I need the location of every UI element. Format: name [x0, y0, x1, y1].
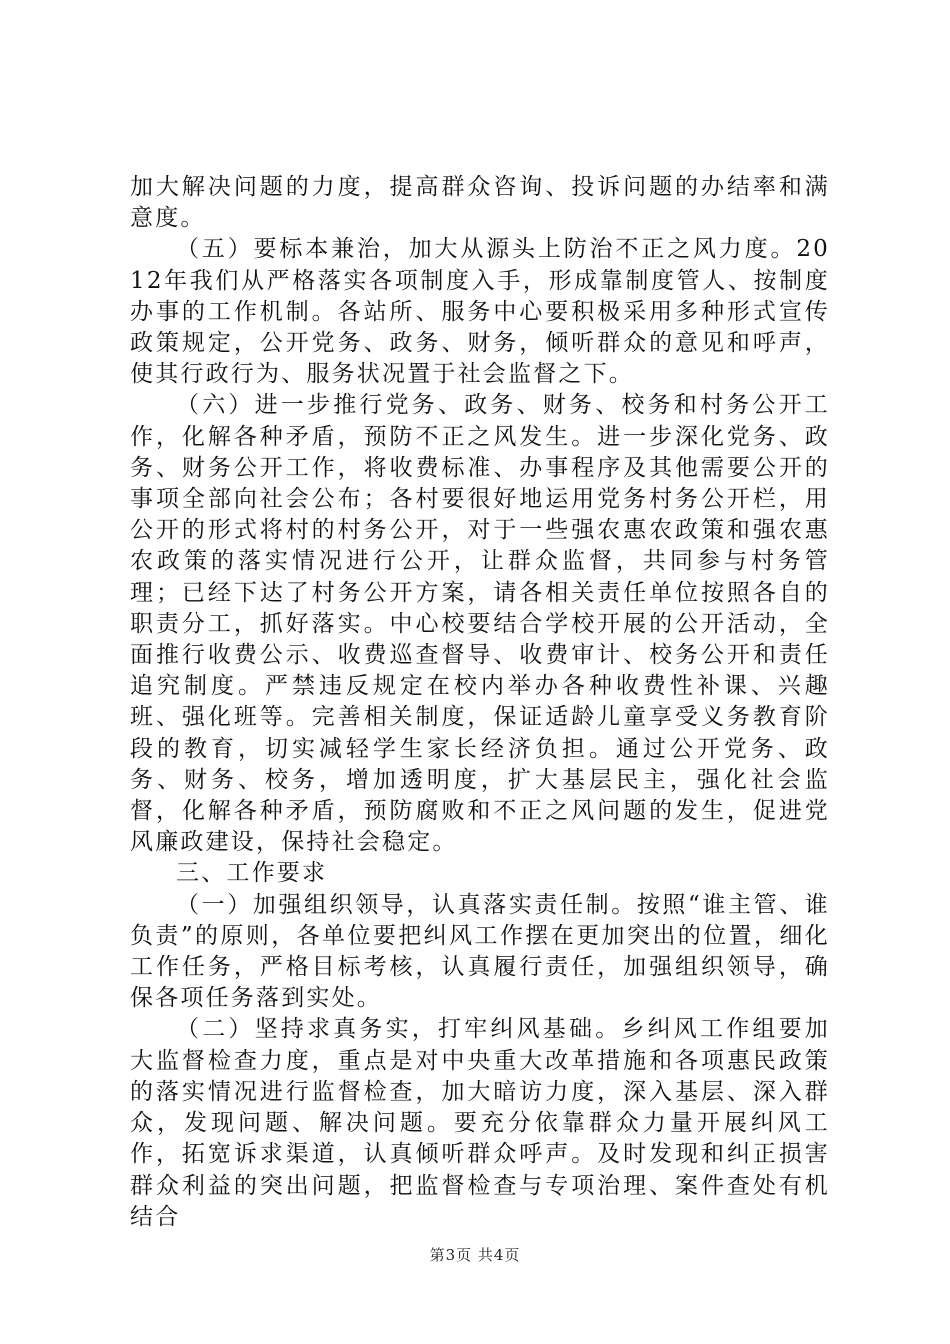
page-number-footer: 第3页 共4页	[429, 1246, 521, 1264]
paragraph-requirement-2: （二）坚持求真务实，打牢纠风基础。乡纠风工作组要加大监督检查力度，重点是对中央重大改革措施和各项惠民政策的落实情况进行监督检查，加大暗访力度，深入基层、深入群众，发现问题、解决问题。要充分依靠群众力量开展纠风工作，拓宽诉求渠道，认真倾听群众呼声。及时发现和纠正损害群众利益的突出问题，把监督检查与专项治理、案件查处有机结合	[130, 1016, 830, 1230]
paragraph-requirement-1: （一）加强组织领导，认真落实责任制。按照“谁主管、谁负责”的原则，各单位要把纠风工作摆在更加突出的位置，细化工作任务，严格目标考核，认真履行责任，加强组织领导，确保各项任务落到实处。	[130, 891, 830, 1012]
paragraph-item-6: （六）进一步推行党务、政务、财务、校务和村务公开工作，化解各种矛盾，预防不正之风发生。进一步深化党务、政务、财务公开工作，将收费标准、办事程序及其他需要公开的事项全部向社会公布；各村要很好地运用党务村务公开栏，用公开的形式将村的村务公开，对于一些强农惠农政策和强农惠农政策的落实情况进行公开，让群众监督，共同参与村务管理；已经下达了村务公开方案，请各相关责任单位按照各自的职责分工，抓好落实。中心校要结合学校开展的公开活动，全面推行收费公示、收费巡查督导、收费审计、校务公开和责任追究制度。严禁违反规定在校内举办各种收费性补课、兴趣班、强化班等。完善相关制度，保证适龄儿童享受义务教育阶段的教育，切实减轻学生家长经济负担。通过公开党务、政务、财务、校务，增加透明度，扩大基层民主，强化社会监督，化解各种矛盾，预防腐败和不正之风问题的发生，促进党风廉政建设，保持社会稳定。	[130, 392, 830, 856]
section-heading-work-requirements: 三、工作要求	[176, 860, 328, 887]
document-body	[130, 172, 830, 1233]
paragraph-continuation: 加大解决问题的力度，提高群众咨询、投诉问题的办结率和满意度。	[130, 174, 830, 232]
paragraph-item-5: （五）要标本兼治，加大从源头上防治不正之风力度。2012年我们从严格落实各项制度入手，形成靠制度管人、按制度办事的工作机制。各站所、服务中心要积极采用多种形式宣传政策规定，公开党务、政务、财务，倾听群众的意见和呼声，使其行政行为、服务状况置于社会监督之下。	[130, 236, 830, 388]
